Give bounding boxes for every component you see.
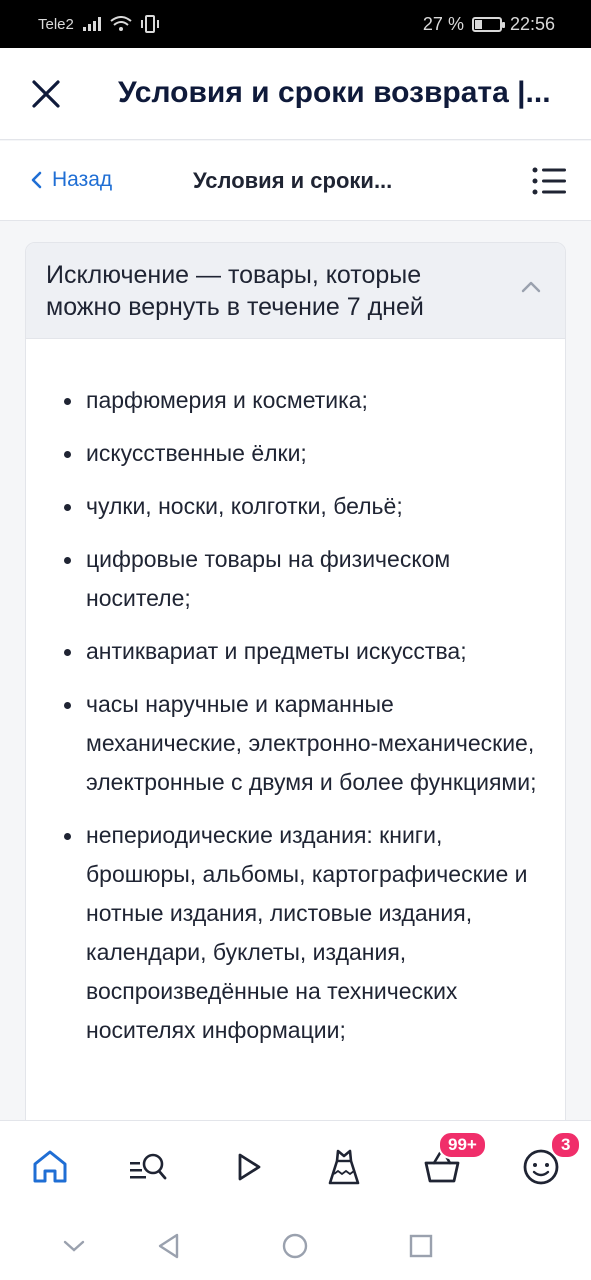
battery-icon (472, 17, 502, 32)
profile-badge: 3 (550, 1131, 581, 1159)
system-recents-button[interactable] (407, 1232, 435, 1260)
battery-percent: 27 % (422, 14, 464, 34)
list-item: цифровые товары на физическом носителе; (64, 540, 537, 618)
list-item: антиквариат и предметы искусства; (64, 632, 537, 671)
circle-home-icon (281, 1232, 309, 1260)
chevron-left-icon (30, 171, 42, 189)
system-back-button[interactable] (155, 1232, 183, 1260)
list-item: непериодические издания: книги, брошюры, альбомы, картографические и нотные издания, листовые издания, календари, буклеты, издания, воспроизведённые на технических носителях информации; (64, 816, 537, 1050)
dress-icon (324, 1147, 364, 1187)
status-left (38, 15, 160, 33)
play-icon (231, 1150, 265, 1184)
wifi-icon (110, 16, 132, 32)
nav-clothing[interactable] (322, 1145, 366, 1189)
close-icon (28, 76, 64, 112)
list-item: парфюмерия и косметика; (64, 381, 537, 420)
battery-fill (475, 20, 482, 29)
signal-icon (82, 16, 102, 32)
accordion-title: Исключение — товары, которые можно вернуть в течение 7 дней (46, 261, 424, 321)
list-menu-icon (531, 165, 567, 197)
vibrate-icon (140, 15, 160, 33)
triangle-back-icon (155, 1232, 183, 1260)
top-header (0, 48, 591, 140)
chevron-up-icon (519, 279, 543, 295)
system-hide-button[interactable] (60, 1232, 88, 1260)
list-item: часы наручные и карманные механические, электронно-механические, электронные с двумя и более функциями; (64, 685, 537, 802)
status-bar (0, 0, 591, 48)
home-icon (31, 1149, 69, 1185)
sub-nav (0, 141, 591, 221)
section-title: Условия и сроки... (193, 168, 393, 193)
close-button[interactable] (28, 76, 64, 112)
system-nav (0, 1210, 591, 1280)
chevron-down-icon (60, 1232, 88, 1260)
nav-home[interactable] (28, 1145, 72, 1189)
nav-catalog[interactable] (126, 1145, 170, 1189)
back-button[interactable] (30, 168, 112, 192)
catalog-search-icon (128, 1150, 168, 1184)
nav-video[interactable] (226, 1145, 270, 1189)
exception-accordion (25, 242, 566, 1142)
back-label: Назад (52, 168, 113, 191)
system-home-button[interactable] (281, 1232, 309, 1260)
carrier-label: Tele2 (38, 15, 74, 33)
page-title: Условия и сроки возврата |... (118, 76, 551, 109)
cart-badge: 99+ (438, 1131, 487, 1159)
clock: 22:56 (509, 14, 555, 34)
exception-list (26, 339, 565, 1050)
status-right (423, 14, 555, 35)
square-recents-icon (407, 1232, 435, 1260)
bottom-nav (0, 1120, 591, 1210)
list-item: чулки, носки, колготки, бельё; (64, 487, 537, 526)
accordion-header[interactable] (26, 243, 565, 339)
list-item: искусственные ёлки; (64, 434, 537, 473)
contents-menu-button[interactable] (531, 165, 567, 197)
